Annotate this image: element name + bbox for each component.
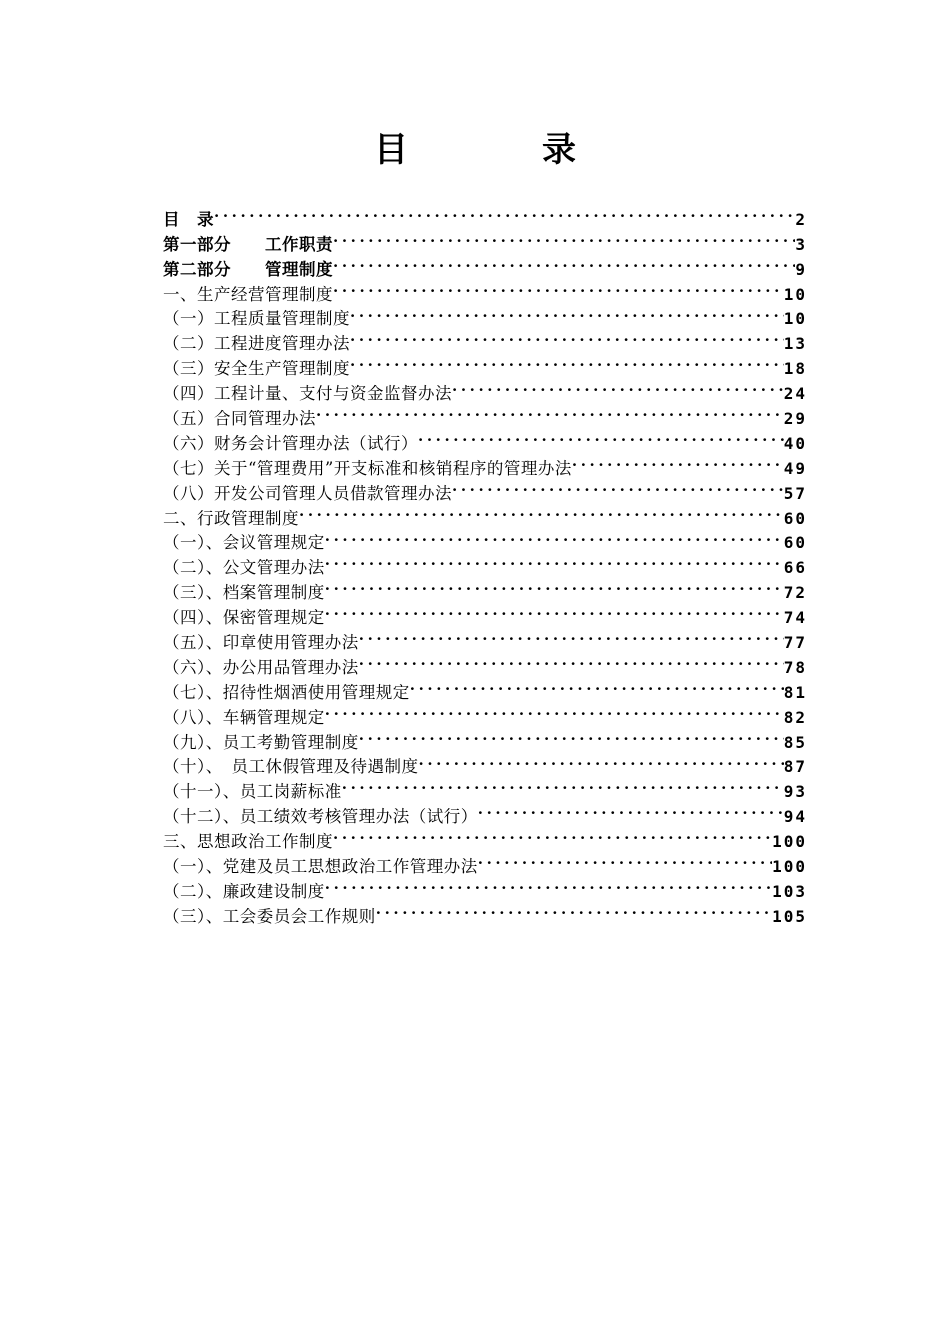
toc-entry-label: （二）、公文管理办法 [163,558,325,578]
toc-entry-page-number: 24 [783,384,807,404]
toc-dot-leader [359,723,784,748]
toc-entry[interactable] [163,200,807,229]
toc-entry-label: （五）合同管理办法 [163,409,316,429]
toc-dot-leader [359,623,784,648]
toc-entry-page-number: 66 [783,558,807,578]
toc-entry-label: 目 录 [163,209,214,229]
toc-entry-label: （六）、办公用品管理办法 [163,657,359,677]
toc-entry-label: 三、思想政治工作制度 [163,832,333,852]
toc-dot-leader [419,748,784,773]
page-title: 目 录 [374,130,626,170]
toc-entry-page-number: 77 [783,633,807,653]
toc-entry[interactable] [163,225,807,254]
toc-dot-leader [333,822,772,847]
toc-dot-leader [333,250,795,275]
toc-entry-label: （一）工程质量管理制度 [163,309,350,329]
toc-dot-leader [350,300,784,325]
toc-entry-label: （十）、 员工休假管理及待遇制度 [163,757,419,777]
toc-entry-page-number: 57 [783,483,807,503]
toc-dot-leader [452,474,784,499]
toc-entry-page-number: 10 [783,284,807,304]
toc-dot-leader [325,524,784,549]
toc-entry-page-number: 78 [783,657,807,677]
toc-entry-page-number: 40 [783,433,807,453]
toc-dot-leader [333,225,795,250]
toc-entry-page-number: 105 [772,906,807,926]
toc-dot-leader [325,573,784,598]
toc-dot-leader [342,772,784,797]
toc-entry-page-number: 10 [783,309,807,329]
toc-entry-page-number: 60 [783,533,807,553]
toc-entry-page-number: 2 [795,209,807,229]
toc-entry-page-number: 29 [783,409,807,429]
toc-dot-leader [299,499,784,524]
toc-entry-label: （三）安全生产管理制度 [163,359,350,379]
toc-dot-leader [350,324,784,349]
toc-entry-label: （一）、党建及员工思想政治工作管理办法 [163,857,478,877]
table-of-contents [163,200,807,926]
toc-entry-label: （五）、印章使用管理办法 [163,633,359,653]
toc-entry-label: （八）、车辆管理规定 [163,707,325,727]
toc-dot-leader [350,349,784,374]
toc-entry-label: （三）、工会委员会工作规则 [163,906,376,926]
toc-entry-label: （四）工程计量、支付与资金监督办法 [163,384,452,404]
toc-entry-page-number: 100 [772,832,807,852]
toc-entry-label: （十二）、员工绩效考核管理办法（试行） [163,807,478,827]
toc-dot-leader [325,872,772,897]
toc-entry-page-number: 74 [783,608,807,628]
toc-entry-label: （七）、招待性烟酒使用管理规定 [163,682,410,702]
toc-dot-leader [325,598,784,623]
toc-dot-leader [478,847,772,872]
toc-entry-page-number: 72 [783,583,807,603]
toc-dot-leader [418,424,784,449]
toc-entry-page-number: 94 [783,807,807,827]
toc-dot-leader [376,897,772,922]
toc-entry-page-number: 18 [783,359,807,379]
toc-entry-label: （四）、保密管理规定 [163,608,325,628]
toc-dot-leader [452,374,784,399]
toc-entry-page-number: 87 [783,757,807,777]
toc-entry-label: （六）财务会计管理办法（试行） [163,433,418,453]
toc-entry-page-number: 9 [795,259,807,279]
toc-entry-label: （二）工程进度管理办法 [163,334,350,354]
toc-dot-leader [478,797,784,822]
toc-entry-label: 第一部分 工作职责 [163,234,333,254]
toc-entry-label: 二、行政管理制度 [163,508,299,528]
toc-entry-page-number: 85 [783,732,807,752]
toc-entry-page-number: 103 [772,881,807,901]
toc-entry-label: 一、生产经营管理制度 [163,284,333,304]
toc-entry-label: （九）、员工考勤管理制度 [163,732,359,752]
toc-entry-page-number: 3 [795,234,807,254]
toc-entry-page-number: 60 [783,508,807,528]
toc-entry-label: 第二部分 管理制度 [163,259,333,279]
toc-dot-leader [572,449,784,474]
toc-dot-leader [316,399,784,424]
toc-entry-label: （八）开发公司管理人员借款管理办法 [163,483,452,503]
toc-dot-leader [325,548,784,573]
toc-entry-page-number: 49 [783,458,807,478]
toc-dot-leader [214,200,795,225]
toc-entry-page-number: 82 [783,707,807,727]
toc-entry-page-number: 81 [783,682,807,702]
toc-entry-page-number: 93 [783,782,807,802]
toc-dot-leader [325,698,784,723]
toc-entry-page-number: 13 [783,334,807,354]
toc-entry-label: （七）关于“管理费用”开支标准和核销程序的管理办法 [163,458,572,478]
toc-dot-leader [410,673,784,698]
toc-dot-leader [359,648,784,673]
toc-entry-label: （三）、档案管理制度 [163,583,325,603]
toc-entry-label: （二）、廉政建设制度 [163,881,325,901]
toc-entry-label: （一）、会议管理规定 [163,533,325,553]
toc-entry-label: （十一）、员工岗薪标准 [163,782,342,802]
toc-dot-leader [333,275,784,300]
toc-entry-page-number: 100 [772,857,807,877]
